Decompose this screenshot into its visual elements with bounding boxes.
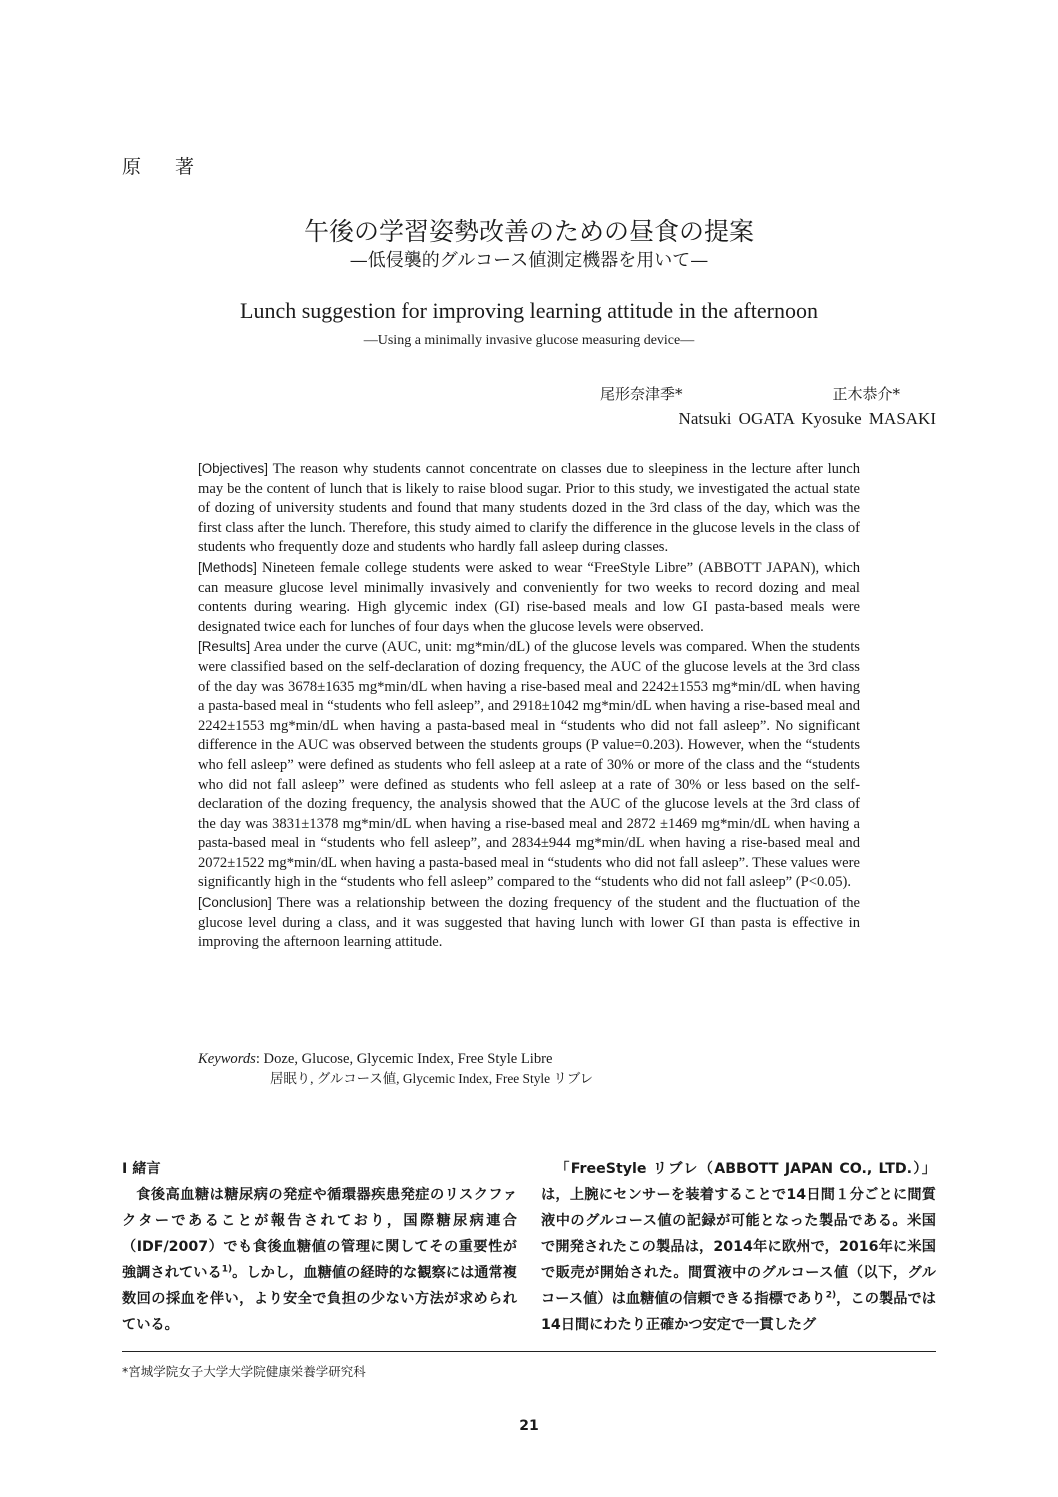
methods-tag: [Methods] [198, 559, 257, 575]
authors-english: Natsuki OGATA Kyosuke MASAKI [678, 409, 936, 428]
keywords [198, 1049, 860, 1089]
intro-right-text-b: ，この製品では14日間にわたり正確かつ安定で一貫したグ [541, 1291, 936, 1333]
subtitle-english: —Using a minimally invasive glucose measuring device— [363, 333, 695, 348]
title-japanese: 午後の学習姿勢改善のための昼食の提案 [303, 217, 754, 246]
body-column-right [541, 1156, 936, 1338]
intro-left-text-b: 。しかし，血糖値の経時的な観察には通常複数回の採血を伴い，より安全で負担の少ない方法が求められている。 [122, 1265, 517, 1333]
abstract-objectives [198, 459, 860, 558]
conclusion-text: There was a relationship between the dozing frequency of the student and the fluctuation of the glucose level during a class, and it was suggested that having lunch with lower GI than pasta is effective in improving the afternoon learning attitude. [198, 895, 860, 951]
author-1-ja: 尾形奈津季* [600, 385, 683, 403]
keywords-english-line [198, 1049, 860, 1069]
abstract-methods [198, 558, 860, 637]
conclusion-tag: [Conclusion] [198, 895, 272, 911]
title-english: Lunch suggestion for improving learning attitude in the afternoon [240, 298, 818, 323]
intro-paragraph-left [122, 1182, 517, 1338]
intro-paragraph-right [541, 1156, 936, 1338]
keywords-japanese: 居眠り, グルコース値, Glycemic Index, Free Style リブレ [270, 1071, 594, 1086]
citation-2: 2) [825, 1290, 837, 1301]
footnote-divider [122, 1351, 936, 1352]
keywords-english: : Doze, Glucose, Glycemic Index, Free Style Libre [255, 1051, 553, 1067]
objectives-text: The reason why students cannot concentrate on classes due to sleepiness in the lecture after lunch may be the content of lunch that is likely to raise blood sugar. Prior to this study, we investigated the actual state of dozing of university students and found that many students dozed in the 3rd class of the day, which was the first class after the lunch. Therefore, this study aimed to clarify the difference in the glucose levels in the class of students who frequently doze and students who hardly fall asleep during classes. [198, 461, 860, 556]
citation-1: 1) [221, 1264, 233, 1275]
abstract-results [198, 637, 860, 893]
intro-right-text-a: 「FreeStyle リブレ（ABBOTT JAPAN CO., LTD.）」は，上腕にセンサーを装着することで14日間１分ごとに間質液中のグルコース値の記録が可能となった製品である。米国で開発されたこの製品は，2014年に欧州で，2016年に米国で販売が開始された。間質液中のグルコース値（以下，グルコース値）は血糖値の信頼できる指標であり [541, 1161, 936, 1307]
intro-left-text-a: 食後高血糖は糖尿病の発症や循環器疾患発症のリスクファクターであることが報告されており，国際糖尿病連合（IDF/2007）でも食後血糖値の管理に関してその重要性が強調されている [122, 1187, 517, 1281]
methods-text: Nineteen female college students were asked to wear “FreeStyle Libre” (ABBOTT JAPAN), which can measure glucose level minimally invasively and conveniently for two weeks to record dozing and meal contents during wearing. High glycemic index (GI) rise-based meals and low GI pasta-based meals were designated twice each for lunches of four days when the glucose levels were observed. [198, 559, 860, 635]
objectives-tag: [Objectives] [198, 461, 268, 476]
abstract [198, 459, 860, 953]
abstract-conclusion [198, 893, 860, 953]
subtitle-japanese: —低侵襲的グルコース値測定機器を用いて— [349, 250, 709, 271]
page-number: 21 [519, 1418, 539, 1434]
article-category: 原 著 [122, 156, 209, 178]
results-tag: [Results] [198, 639, 251, 655]
keywords-label: Keywords [198, 1051, 256, 1067]
author-2-ja: 正木恭介* [832, 385, 900, 403]
authors-japanese [600, 383, 900, 404]
section-heading-introduction: Ⅰ 緒言 [122, 1161, 161, 1177]
results-text: Area under the curve (AUC, unit: mg*min/dL) of the glucose levels was compared. When the students were classified based on the self-declaration of dozing frequency, the AUC of the glucose levels at the 3rd class of the day was 3678±1635 mg*min/dL when having a rise-based meal and 2242±1553 mg*min/dL when having a pasta-based meal in “students who fell asleep”, and 2918±1042 mg*min/dL when having a rise-based meal and 2242±1553 mg*min/dL when having a pasta-based meal in “students who did not fall asleep”. No significant difference in the AUC was observed between the students groups (P value=0.203). However, when the “students who fell asleep” were defined as students who fell asleep at a rate of 30% or more of the class and the “students who did not fall asleep” were defined as students who fell asleep at a rate of 30% or less based on the self-declaration of the dozing frequency, the analysis showed that the AUC of the glucose levels at the 3rd class of the day was 3831±1378 mg*min/dL when having a rise-based meal and 2872 ±1469 mg*min/dL when having a pasta-based meal in “students who fell asleep”, and 2834±944 mg*min/dL when having a rise-based meal and 2072±1522 mg*min/dL when having a pasta-based meal in “students who did not fall asleep”. These values were significantly high in the “students who fell asleep” compared to the “students who did not fall asleep” (P<0.05). [198, 639, 860, 891]
affiliation-footnote: *宮城学院女子大学大学院健康栄養学研究科 [122, 1364, 366, 1379]
body-column-left [122, 1156, 517, 1338]
